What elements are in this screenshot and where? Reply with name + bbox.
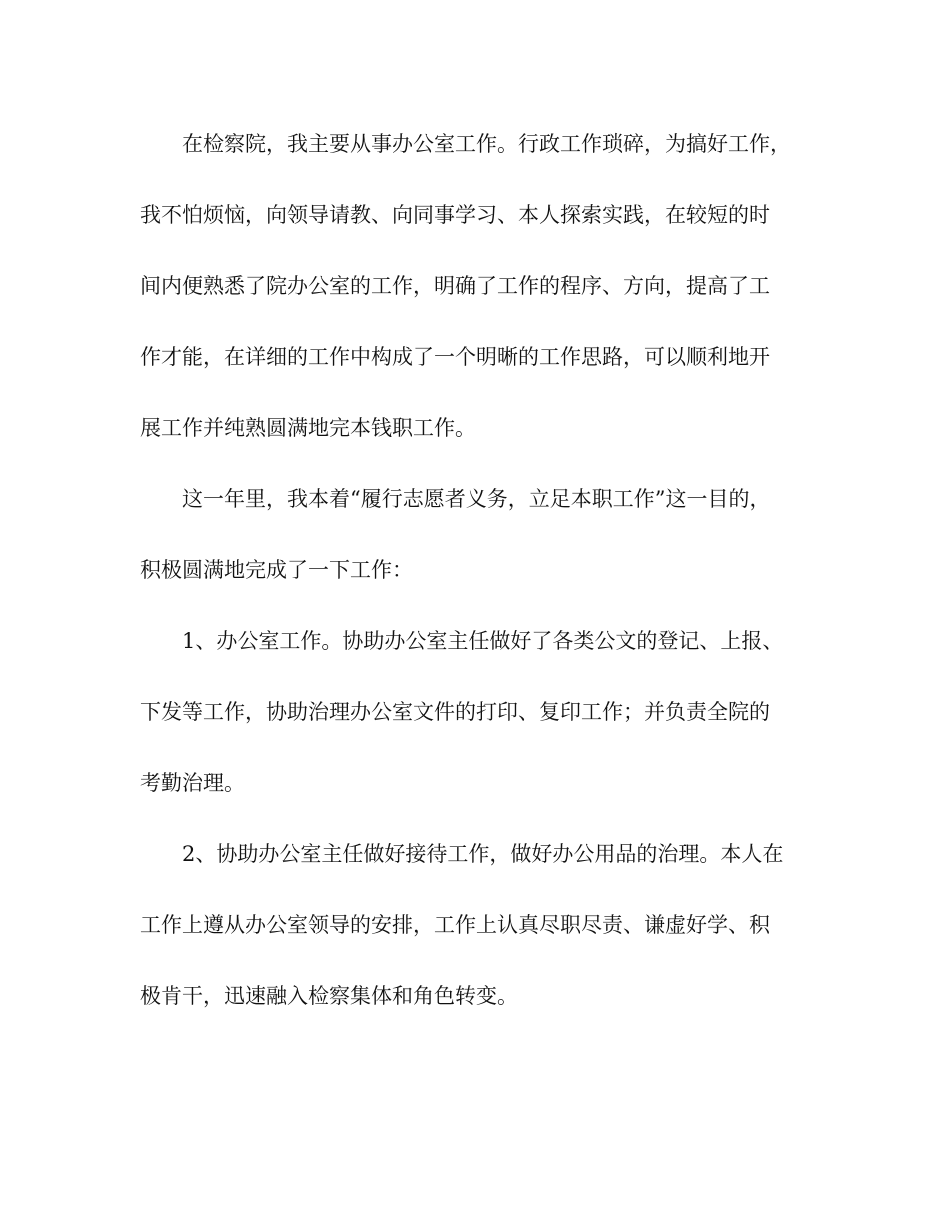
text-line: 这一年里，我本着“履行志愿者义务，立足本职工作”这一目的，	[182, 487, 771, 511]
paragraph-item-2	[140, 833, 810, 1017]
text-line: 在检察院，我主要从事办公室工作。行政工作琐碎，为搞好工作，	[182, 132, 791, 156]
text-line: 展工作并纯熟圆满地完本钱职工作。	[140, 416, 476, 440]
text-line: 作才能，在详细的工作中构成了一个明晰的工作思路，可以顺利地开	[140, 345, 770, 369]
text-line: 考勤治理。	[140, 771, 245, 795]
text-line: 积极圆满地完成了一下工作：	[140, 558, 413, 582]
text-line: 工作上遵从办公室领导的安排，工作上认真尽职尽责、谦虚好学、积	[140, 913, 770, 937]
text-line: 2、协助办公室主任做好接待工作，做好办公用品的治理。本人在	[182, 842, 784, 866]
text-line: 下发等工作，协助治理办公室文件的打印、复印工作；并负责全院的	[140, 700, 770, 724]
text-line: 1、办公室工作。协助办公室主任做好了各类公文的登记、上报、	[182, 629, 784, 653]
text-line: 间内便熟悉了院办公室的工作，明确了工作的程序、方向，提高了工	[140, 274, 770, 298]
paragraph-office-work-intro	[140, 123, 810, 449]
text-line: 极肯干，迅速融入检察集体和角色转变。	[140, 984, 518, 1008]
paragraph-year-summary	[140, 478, 810, 591]
document-body	[140, 123, 810, 1017]
text-line: 我不怕烦恼，向领导请教、向同事学习、本人探索实践，在较短的时	[140, 203, 770, 227]
paragraph-item-1	[140, 620, 810, 804]
